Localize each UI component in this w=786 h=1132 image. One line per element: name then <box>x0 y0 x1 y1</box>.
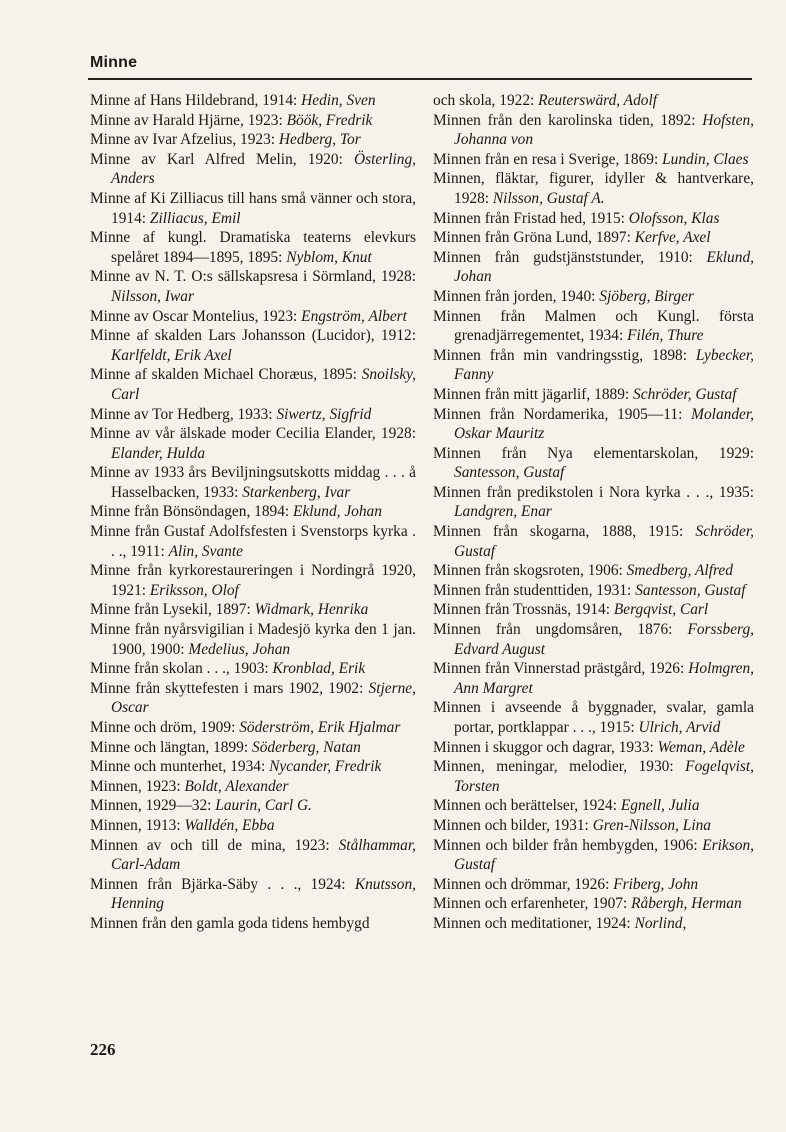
entry-title: Minnen från ungdomsåren, 1876: <box>433 621 688 639</box>
index-entry <box>90 91 416 111</box>
entry-title: Minne av 1933 års Beviljningsutskotts middag . . . å Hasselbacken, 1933: <box>90 464 416 501</box>
index-entry <box>433 228 754 248</box>
entry-author: Erikson, Gustaf <box>454 836 754 874</box>
index-entry <box>433 894 754 914</box>
index-entry <box>433 698 754 737</box>
entry-author: Olofsson, Klas <box>628 209 720 227</box>
entry-title: Minnen från jorden, 1940: <box>433 287 600 305</box>
entry-author: Karlfeldt, Erik Axel <box>111 346 232 364</box>
entry-title: Minnen och bilder från hembygden, 1906: <box>433 836 703 854</box>
entry-author: Hedberg, Tor <box>278 131 361 149</box>
entry-title: Minne av Karl Alfred Melin, 1920: <box>90 150 354 168</box>
entry-author: Kronblad, Erik <box>272 660 366 678</box>
entry-title: Minne av Ivar Afzelius, 1923: <box>90 131 279 149</box>
entry-author: Norlind, <box>634 914 687 932</box>
index-entry <box>433 796 754 816</box>
entry-title: Minnen från predikstolen i Nora kyrka . . ., 1935: <box>433 483 754 501</box>
entry-author: Forssberg, Edvard August <box>454 621 754 658</box>
entry-title: Minne af skalden Lars Johansson (Lucidor), 1912: <box>90 327 416 345</box>
index-entry <box>90 228 416 267</box>
entry-author: Nilsson, Iwar <box>111 287 194 305</box>
index-entry <box>90 757 416 777</box>
entry-author: Schröder, Gustaf <box>633 385 737 403</box>
index-entry <box>90 189 416 228</box>
index-entry <box>90 424 416 463</box>
index-entry <box>433 150 754 170</box>
entry-author: Bergqvist, Carl <box>613 601 709 619</box>
index-entry <box>90 307 416 327</box>
entry-title: Minnen från mitt jägarlif, 1889: <box>433 385 634 403</box>
left-column <box>90 91 416 934</box>
entry-title: Minnen och meditationer, 1924: <box>433 914 635 932</box>
index-entry <box>90 111 416 131</box>
index-entry <box>433 659 754 698</box>
index-entry <box>433 405 754 444</box>
index-entry <box>433 444 754 483</box>
index-entry <box>433 287 754 307</box>
index-entry <box>90 463 416 502</box>
entry-author: Stålhammar, Carl-Adam <box>111 836 416 874</box>
index-entry <box>90 267 416 306</box>
entry-title: Minnen från Nordamerika, 1905—11: <box>433 405 692 423</box>
entry-title: Minnen i avseende å byggnader, svalar, gamla portar, portklappar . . ., 1915: <box>433 699 754 736</box>
index-entry <box>90 502 416 522</box>
entry-title: Minnen från skogarna, 1888, 1915: <box>433 523 696 541</box>
index-entry <box>433 600 754 620</box>
entry-title: Minnen, 1913: <box>90 816 185 834</box>
entry-author: Hofsten, Johanna von <box>454 111 754 149</box>
entry-title: Minne och dröm, 1909: <box>90 719 240 736</box>
entry-title: Minnen och berättelser, 1924: <box>433 797 621 815</box>
entry-author: Lundin, Claes <box>662 150 749 168</box>
index-entry <box>433 738 754 758</box>
entry-author: Fogelqvist, Torsten <box>454 758 754 795</box>
entry-author: Laurin, Carl G. <box>215 797 312 815</box>
index-entry <box>433 91 754 111</box>
entry-title: Minnen och drömmar, 1926: <box>433 875 614 893</box>
page-number: 226 <box>90 1040 116 1059</box>
entry-author: Kerfve, Axel <box>634 229 711 247</box>
entry-author: Friberg, John <box>613 875 699 893</box>
index-entry <box>433 522 754 561</box>
entry-author: Alin, Svante <box>168 542 243 560</box>
entry-author: Egnell, Julia <box>620 797 700 815</box>
entry-title: Minnen från Bjärka-Säby . . ., 1924: <box>90 875 355 893</box>
entry-title: Minnen, 1929—32: <box>90 797 216 815</box>
entry-title: Minnen i skuggor och dagrar, 1933: <box>433 738 658 756</box>
entry-title: Minnen från den karolinska tiden, 1892: <box>433 111 703 129</box>
entry-title: Minnen, meningar, melodier, 1930: <box>433 758 686 776</box>
entry-title: Minnen från den gamla goda tidens hembygd <box>90 914 370 932</box>
entry-author: Siwertz, Sigfrid <box>276 405 372 423</box>
entry-title: Minnen från Nya elementarskolan, 1929: <box>433 444 754 462</box>
index-entry <box>90 718 416 738</box>
index-entry <box>433 757 754 796</box>
entry-author: Nycander, Fredrik <box>269 758 382 776</box>
index-entry <box>90 600 416 620</box>
entry-title: Minne af Hans Hildebrand, 1914: <box>90 92 302 109</box>
entry-author: Snoilsky, Carl <box>111 366 416 403</box>
entry-author: Lybecker, Fanny <box>454 346 754 384</box>
entry-author: Råbergh, Herman <box>631 895 742 913</box>
entry-title: Minnen och erfarenheter, 1907: <box>433 895 632 913</box>
entry-author: Söderberg, Natan <box>252 738 361 756</box>
index-entry <box>90 875 416 914</box>
index-entry <box>90 659 416 679</box>
entry-author: Stjerne, Oscar <box>111 679 416 717</box>
entry-author: Filén, Thure <box>627 327 704 345</box>
index-entry <box>90 777 416 797</box>
index-entry <box>433 209 754 229</box>
entry-title: Minnen från Fristad hed, 1915: <box>433 209 629 227</box>
entry-author: Landgren, Enar <box>454 503 552 521</box>
entry-title: Minne av N. T. O:s sällskapsresa i Sörmland, 1928: <box>90 268 416 286</box>
entry-author: Holmgren, Ann Margret <box>454 660 754 697</box>
index-entry <box>433 836 754 875</box>
entry-author: Medelius, Johan <box>188 640 291 658</box>
index-entry <box>433 307 754 346</box>
index-entry <box>433 385 754 405</box>
index-entry <box>433 561 754 581</box>
entry-author: Eklund, Johan <box>454 248 754 286</box>
entry-title: Minne af kungl. Dramatiska teaterns elevkurs spelåret 1894—1895, 1895: <box>90 229 416 266</box>
entry-title: Minne av Oscar Montelius, 1923: <box>90 307 302 325</box>
header-rule <box>88 78 752 80</box>
entry-title: och skola, 1922: <box>433 92 539 109</box>
entry-title: Minnen från Malmen och Kungl. första grenadjärregementet, 1934: <box>433 307 754 345</box>
entry-title: Minne från Lysekil, 1897: <box>90 601 255 619</box>
entry-author: Eriksson, Olof <box>149 581 239 599</box>
entry-title: Minne av vår älskade moder Cecilia Elander, 1928: <box>90 425 416 443</box>
entry-title: Minne och längtan, 1899: <box>90 738 252 756</box>
entry-title: Minne av Harald Hjärne, 1923: <box>90 111 287 129</box>
index-entry <box>90 836 416 875</box>
index-entry <box>90 326 416 365</box>
index-entry <box>90 405 416 425</box>
entry-author: Schröder, Gustaf <box>454 523 754 560</box>
index-entry <box>433 581 754 601</box>
index-entry <box>90 738 416 758</box>
index-entry <box>90 620 416 659</box>
entry-author: Söderström, Erik Hjalmar <box>239 719 401 736</box>
entry-author: Boldt, Alexander <box>184 777 289 795</box>
entry-title: Minnen, 1923: <box>90 777 185 795</box>
entry-author: Eklund, Johan <box>293 503 382 521</box>
entry-author: Walldén, Ebba <box>184 816 275 834</box>
entry-author: Santesson, Gustaf <box>454 464 565 482</box>
entry-title: Minnen från Vinnerstad prästgård, 1926: <box>433 660 689 678</box>
index-entry <box>433 875 754 895</box>
entry-author: Weman, Adèle <box>657 738 745 756</box>
entry-author: Sjöberg, Birger <box>599 287 694 305</box>
entry-title: Minnen och bilder, 1931: <box>433 816 593 834</box>
entry-title: Minne af skalden Michael Choræus, 1895: <box>90 366 362 384</box>
entry-author: Zilliacus, Emil <box>149 209 241 227</box>
entry-author: Molander, Oskar Mauritz <box>454 405 754 443</box>
entry-title: Minnen från gudstjänststunder, 1910: <box>433 248 707 266</box>
entry-author: Widmark, Henrika <box>254 601 369 619</box>
entry-author: Gren-Nilsson, Lina <box>592 816 711 834</box>
index-entry <box>90 522 416 561</box>
entry-author: Nilsson, Gustaf A. <box>492 189 605 207</box>
index-entry <box>90 561 416 600</box>
entry-title: Minnen från Trossnäs, 1914: <box>433 601 614 619</box>
entry-author: Knutsson, Henning <box>111 875 416 913</box>
entry-title: Minne och munterhet, 1934: <box>90 758 270 776</box>
entry-author: Santesson, Gustaf <box>635 581 746 599</box>
entry-author: Starkenberg, Ivar <box>242 483 351 501</box>
entry-title: Minnen, fläktar, figurer, idyller & hantverkare, 1928: <box>433 170 754 207</box>
entry-title: Minne af Ki Zilliacus till hans små vänner och stora, 1914: <box>90 189 416 227</box>
entry-author: Smedberg, Alfred <box>626 562 733 580</box>
index-entry <box>90 150 416 189</box>
index-entry <box>433 346 754 385</box>
index-entry <box>90 914 416 934</box>
entry-author: Nyblom, Knut <box>286 248 372 266</box>
entry-title: Minne från nyårsvigilian i Madesjö kyrka den 1 jan. 1900, 1900: <box>90 621 416 658</box>
running-head: Minne <box>90 54 138 71</box>
entry-title: Minne från Bönsöndagen, 1894: <box>90 503 294 521</box>
index-entry <box>433 914 754 934</box>
entry-author: Reuterswärd, Adolf <box>538 92 658 109</box>
entry-title: Minne från Gustaf Adolfsfesten i Svenstorps kyrka . . ., 1911: <box>90 523 416 560</box>
entry-title: Minnen från en resa i Sverige, 1869: <box>433 150 663 168</box>
entry-author: Hedin, Sven <box>301 92 376 109</box>
entry-title: Minnen från min vandringsstig, 1898: <box>433 346 696 364</box>
entry-author: Böök, Fredrik <box>286 111 373 129</box>
entry-author: Ulrich, Arvid <box>638 719 721 736</box>
index-entry <box>433 169 754 208</box>
index-entry <box>433 483 754 522</box>
index-entry <box>90 816 416 836</box>
entry-author: Engström, Albert <box>301 307 407 325</box>
entry-title: Minnen från skogsroten, 1906: <box>433 562 627 580</box>
entry-title: Minnen från Gröna Lund, 1897: <box>433 229 635 247</box>
right-column <box>433 91 754 934</box>
index-entry <box>433 111 754 150</box>
entry-title: Minne från skyttefesten i mars 1902, 1902: <box>90 679 369 697</box>
index-entry <box>433 816 754 836</box>
index-entry <box>433 248 754 287</box>
entry-author: Österling, Anders <box>111 150 416 188</box>
index-entry <box>90 679 416 718</box>
entry-author: Elander, Hulda <box>111 444 206 462</box>
entry-title: Minnen av och till de mina, 1923: <box>90 836 339 854</box>
index-entry <box>90 130 416 150</box>
index-entry <box>433 620 754 659</box>
entry-title: Minne av Tor Hedberg, 1933: <box>90 405 277 423</box>
entry-title: Minnen från studenttiden, 1931: <box>433 581 636 599</box>
entry-title: Minne från skolan . . ., 1903: <box>90 660 273 678</box>
index-entry <box>90 796 416 816</box>
index-entry <box>90 365 416 404</box>
entry-title: Minne från kyrkorestaureringen i Nordingrå 1920, 1921: <box>90 562 416 599</box>
